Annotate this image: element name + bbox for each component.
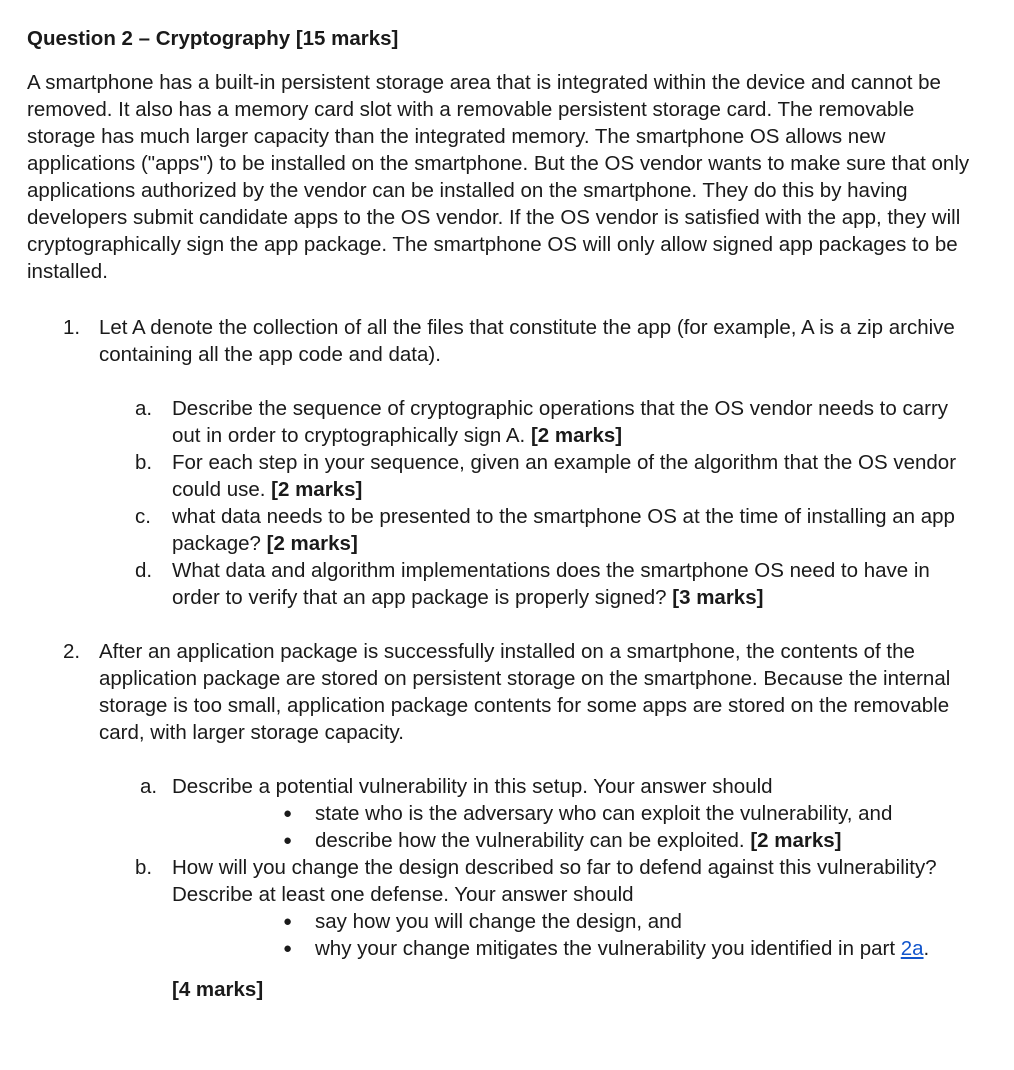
bullet-icon: ● xyxy=(283,832,293,849)
sub-item-text: How will you change the design described so far to defend against this vulnerability? Describe at least one defense. Your answer should xyxy=(172,856,937,906)
sub-letter: d. xyxy=(135,559,153,582)
list-number: 2. xyxy=(63,640,81,663)
sub-item-text: For each step in your sequence, given an example of the algorithm that the OS vendor could use. xyxy=(172,451,957,501)
document xyxy=(27,25,977,1003)
list-number: 1. xyxy=(63,316,81,339)
sub-item-text: what data needs to be presented to the smartphone OS at the time of installing an app package? xyxy=(172,505,955,555)
sub-letter: a. xyxy=(140,775,158,798)
sub-letter: b. xyxy=(135,451,153,474)
link-suffix: . xyxy=(923,937,930,960)
marks-label: [2 marks] xyxy=(530,424,623,447)
sub-item-2b xyxy=(27,854,977,908)
sub-letter: a. xyxy=(135,397,153,420)
sub-item-1d xyxy=(27,557,977,611)
bullet-text: why your change mitigates the vulnerability you identified in part xyxy=(315,937,896,960)
question-title: Question 2 – Cryptography [15 marks] xyxy=(27,27,399,50)
list-item-text: Let A denote the collection of all the files that constitute the app (for example, A is a zip archive containing all the app code and data). xyxy=(99,316,955,366)
sub-item-1b xyxy=(27,449,977,503)
sub-list xyxy=(27,395,977,611)
sub-item-text: What data and algorithm implementations does the smartphone OS need to have in order to verify that an app package is properly signed? xyxy=(172,559,930,609)
sub-item-1a xyxy=(27,395,977,449)
bullet-list xyxy=(27,800,977,854)
question-part-1 xyxy=(27,314,977,611)
marks-label: [2 marks] xyxy=(266,532,358,555)
bullet-item xyxy=(27,935,977,962)
marks-label: [3 marks] xyxy=(672,586,764,609)
list-item xyxy=(27,638,977,746)
bullet-list xyxy=(27,908,977,962)
marks-label: [4 marks] xyxy=(172,978,264,1001)
bullet-item xyxy=(27,827,977,854)
bullet-text: describe how the vulnerability can be exploited. xyxy=(315,829,745,852)
sub-item-text: Describe the sequence of cryptographic operations that the OS vendor needs to carry out in order to cryptographically sign A. xyxy=(172,397,949,447)
question-part-2 xyxy=(27,638,977,1003)
sub-letter: c. xyxy=(135,505,151,528)
sub-item-1c xyxy=(27,503,977,557)
sub-item-text: Describe a potential vulnerability in this setup. Your answer should xyxy=(172,775,773,798)
sub-list xyxy=(27,773,977,1003)
sub-item-2a xyxy=(27,773,977,800)
bullet-item xyxy=(27,800,977,827)
list-item xyxy=(27,314,977,368)
bullet-text: state who is the adversary who can exploit the vulnerability, and xyxy=(315,802,893,825)
bullet-icon: ● xyxy=(283,805,293,822)
part-2a-link[interactable]: 2a xyxy=(900,937,924,960)
bullet-icon: ● xyxy=(283,940,293,957)
bullet-text: say how you will change the design, and xyxy=(315,910,682,933)
bullet-item xyxy=(27,908,977,935)
bullet-icon: ● xyxy=(283,913,293,930)
intro-paragraph: A smartphone has a built-in persistent storage area that is integrated within the device and cannot be removed. It also has a memory card slot with a removable persistent storage card. The removable storage has much larger capacity than the integrated memory. The smartphone OS allows new applications ("apps") to be installed on the smartphone. But the OS vendor wants to make sure that only applications authorized by the vendor can be installed on the smartphone. They do this by having developers submit candidate apps to the OS vendor. If the OS vendor is satisfied with the app, they will cryptographically sign the app package. The smartphone OS will only allow signed app packages to be installed. xyxy=(27,71,970,283)
sub-letter: b. xyxy=(135,856,153,879)
marks-label: [2 marks] xyxy=(271,478,363,501)
list-item-text: After an application package is successfully installed on a smartphone, the contents of the application package are stored on persistent storage on the smartphone. Because the internal storage is too small, application package contents for some apps are stored on the removable card, with larger storage capacity. xyxy=(99,640,951,744)
marks-label: [2 marks] xyxy=(750,829,842,852)
